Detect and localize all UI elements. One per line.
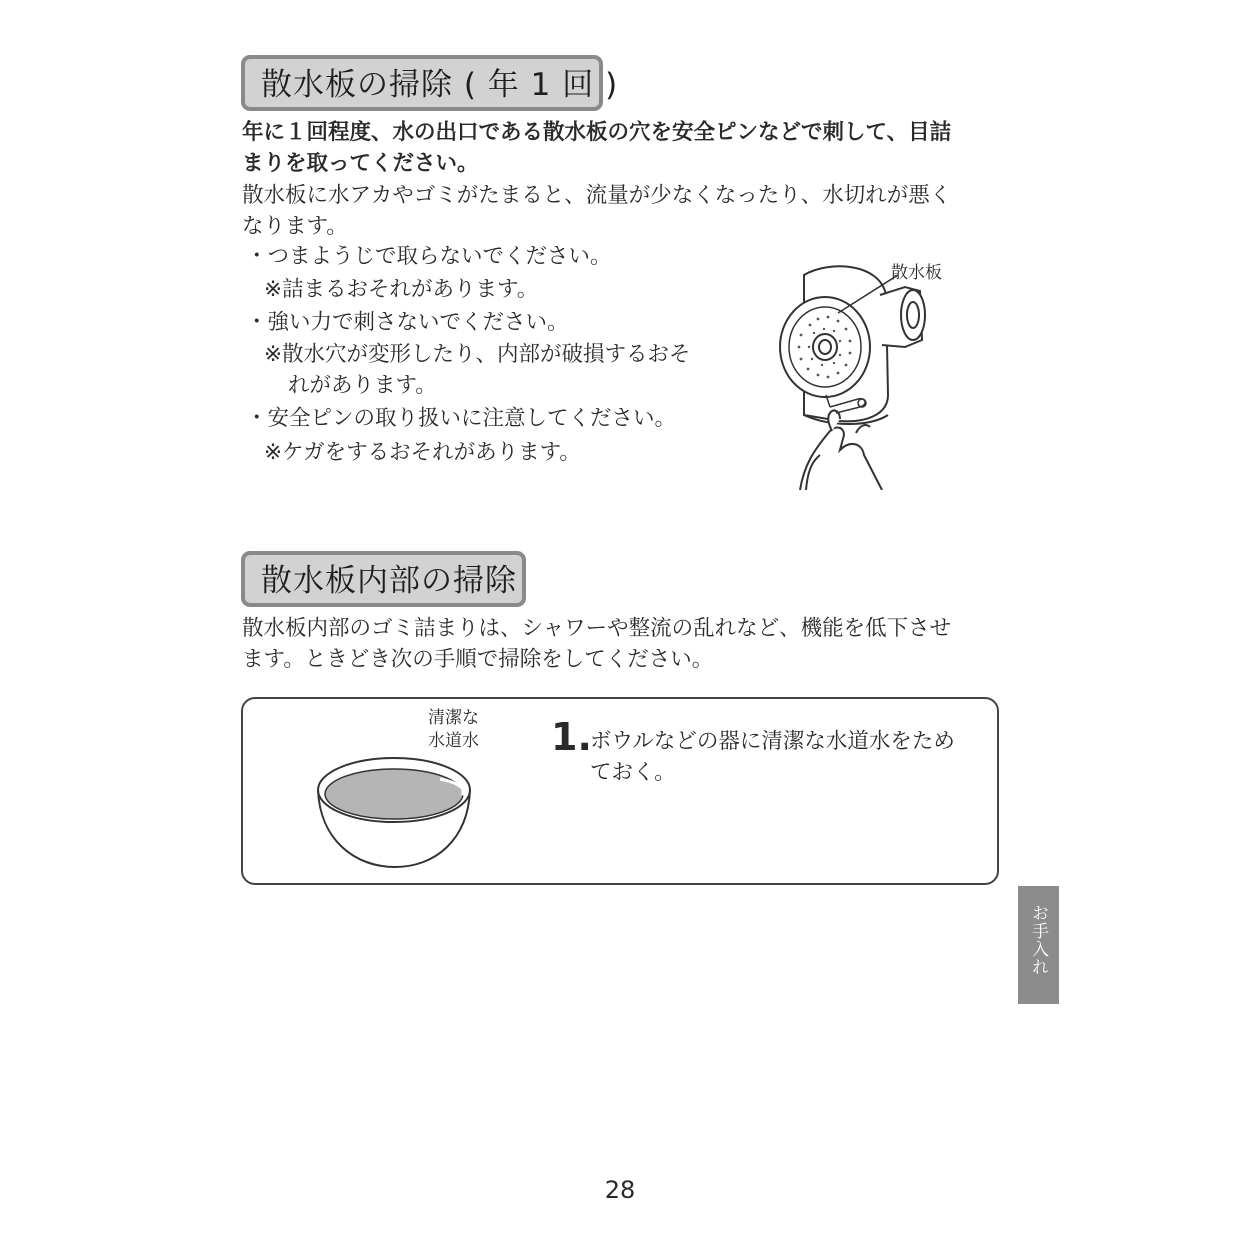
bullet-toothpick: ・つまようじで取らないでください。 bbox=[246, 244, 612, 269]
bowl-label-line-2: 水道水 bbox=[428, 731, 479, 751]
note-deformation-2: れがあります。 bbox=[288, 373, 437, 398]
section-heading-internal-cleaning: 散水板内部の掃除 bbox=[241, 551, 526, 607]
bowl-of-water-illustration bbox=[310, 745, 485, 875]
step-number: 1. bbox=[551, 715, 592, 759]
side-tab-maintenance bbox=[1018, 886, 1059, 1004]
sprinkler-plate-label: 散水板 bbox=[891, 263, 942, 283]
note-injury: ※ケガをするおそれがあります。 bbox=[264, 440, 581, 465]
lead-line-1: 年に１回程度、水の出口である散水板の穴を安全ピンなどで刺して、目詰 bbox=[242, 120, 952, 145]
section2-body-line-2: ます。ときどき次の手順で掃除をしてください。 bbox=[242, 647, 714, 672]
body-line-1: 散水板に水アカやゴミがたまると、流量が少なくなったり、水切れが悪く bbox=[242, 183, 952, 208]
page-number: 28 bbox=[604, 1176, 636, 1204]
body-line-2: なります。 bbox=[242, 214, 348, 239]
note-deformation-1: ※散水穴が変形したり、内部が破損するおそ bbox=[264, 342, 691, 367]
bullet-safety-pin: ・安全ピンの取り扱いに注意してください。 bbox=[246, 406, 677, 431]
step-1-text-line-2: ておく。 bbox=[590, 760, 676, 785]
lead-line-2: まりを取ってください。 bbox=[242, 151, 479, 176]
section2-body-line-1: 散水板内部のゴミ詰まりは、シャワーや整流の乱れなど、機能を低下させ bbox=[242, 616, 952, 641]
note-clogging: ※詰まるおそれがあります。 bbox=[264, 277, 539, 302]
bowl-label-line-1: 清潔な bbox=[428, 708, 479, 728]
step-1-text-line-1: ボウルなどの器に清潔な水道水をため bbox=[590, 729, 955, 754]
faucet-head-diagram bbox=[770, 255, 960, 490]
section-heading-sprinkler-plate: 散水板の掃除 ( 年 1 回 ) bbox=[241, 55, 603, 111]
side-tab-label: お手入れ bbox=[1028, 904, 1048, 976]
bullet-force: ・強い力で刺さないでください。 bbox=[246, 310, 569, 335]
